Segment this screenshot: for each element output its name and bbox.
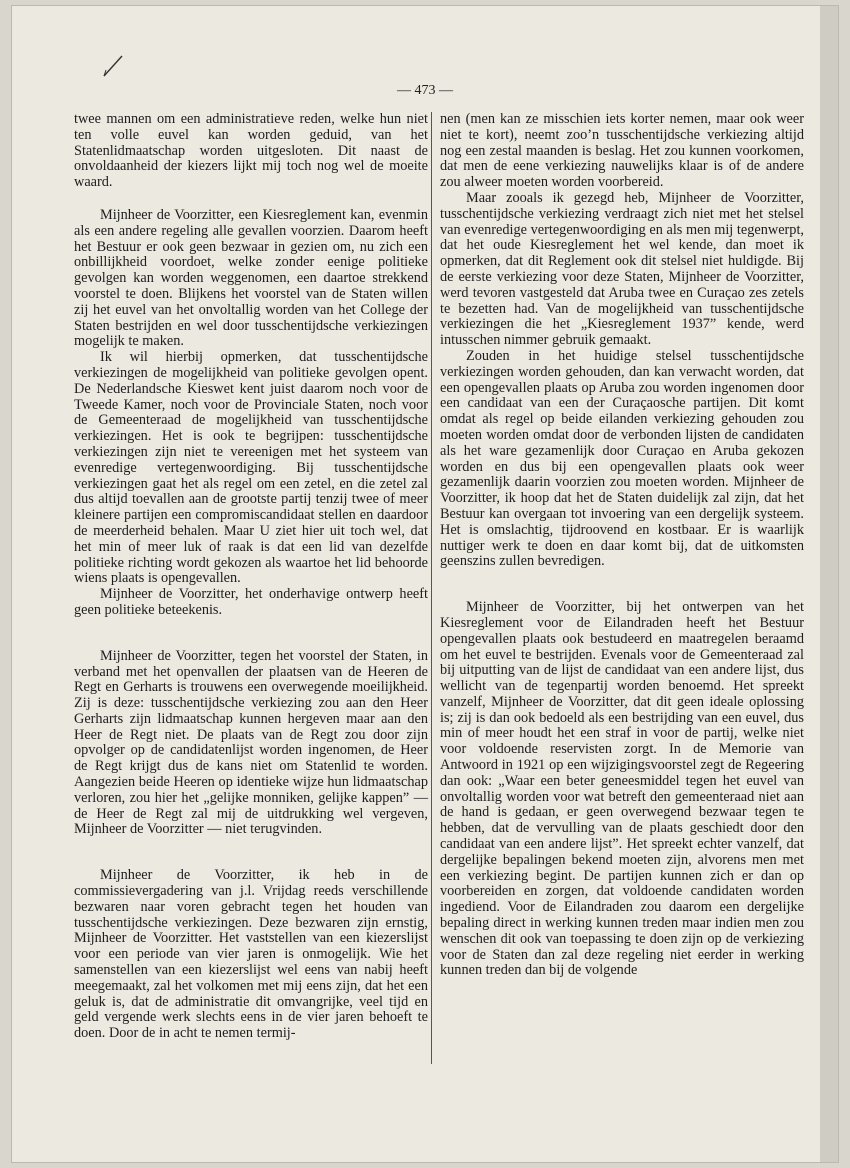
- pencil-mark-icon: [102, 54, 124, 78]
- scanned-page: [12, 6, 838, 1162]
- paragraph: Zouden in het huidige stelsel tusschentijdsche verkiezingen worden gehouden, dan kan verwacht worden, dat een opengevallen plaats op Aruba zou worden ingenomen door een candidaat van een der Curaçaosche partijen. Dit komt omdat als regel op beide eilanden verkiezing gehouden zou moeten worden omdat door de verbonden lijsten de candidaten als het ware gezamenlijk door Curaçao en Aruba gekozen worden en dus bij een opengevallen plaats ook weer gezamenlijk daarin voorzien zou moeten worden. Mijnheer de Voorzitter, ik hoop dat het de Staten duidelijk zal zijn, dat het Bestuur kan overgaan tot invoering van een dergelijk systeem. Het is omslachtig, tijdroovend en kostbaar. Er is waarlijk nuttiger werk te doen en daar komt bij, dat de uitkomsten geenszins zullen bevredigen.: [440, 347, 804, 570]
- right-column: [440, 112, 804, 979]
- paragraph: Mijnheer de Voorzitter, tegen het voorstel der Staten, in verband met het openvallen der plaatsen van de Heeren de Regt en Gerharts is trouwens een overwegende moeilijkheid. Zij is deze: tusschentijdsche verkiezing zou aan den Heer Gerharts zijn lidmaatschap kunnen hergeven maar aan den Heer de Regt niet. De plaats van de Regt zou door zijn opvolger op de candidatenlijst worden ingenomen, de Heer de Regt krijgt dus de kans niet om Statenlid te worden. Aangezien beide Heeren op identieke wijze hun lidmaatschap verloren, zou hier het „gelijke monniken, gelijke kappen” — de Heer de Regt zal mij de uitdrukking wel vergeven, Mijnheer de Voorzitter — niet terugvinden.: [74, 647, 428, 838]
- paragraph: Mijnheer de Voorzitter, een Kiesreglement kan, evenmin als een andere regeling alle gevallen voorzien. Daarom heeft het Bestuur er ook geen bezwaar in gezien om, nu zich een onbillijkheid voordoet, welke zonder eenige politieke gevolgen kan worden weggenomen, een daartoe strekkend voorstel te doen. Blijkens het voorstel van de Staten willen zij het euvel van het onvoltallig worden van het College der Staten bestrijden en wel door tusschentijdsche verkiezingen mogelijk te maken.: [74, 206, 428, 350]
- paragraph: Mijnheer de Voorzitter, het onderhavige ontwerp heeft geen politieke beteekenis.: [74, 586, 428, 618]
- paragraph: nen (men kan ze misschien iets korter nemen, maar ook weer niet te kort), neemt zoo’n tusschentijdsche verkiezing altijd nog een zestal maanden is beslag. Het zou kunnen voorkomen, dat men de eene verkiezing nauwelijks klaar is of de andere zou alweer moeten worden voorbereid.: [440, 111, 804, 191]
- column-divider: [431, 112, 432, 1064]
- paragraph: Mijnheer de Voorzitter, ik heb in de commissievergadering van j.l. Vrijdag reeds verschillende bezwaren naar voren gebracht tegen het houden van tusschentijdsche verkiezingen. Deze bezwaren zijn ernstig, Mijnheer de Voorzitter. Het vaststellen van een kiezerslijst voor een periode van vier jaren is onmogelijk. Wie het samenstellen van een kiezerslijst wel eens van nabij heeft meegemaakt, zal het volkomen met mij eens zijn, dat het een geluk is, dat de administratie dit omvangrijke, veel tijd en geld vergende werk slechts eens in de vier jaren behoeft te doen. Door de in acht te nemen termij-: [74, 867, 428, 1042]
- paragraph: Ik wil hierbij opmerken, dat tusschentijdsche verkiezingen de mogelijkheid van politieke gevolgen opent. De Nederlandsche Kieswet kent juist daarom noch voor de Tweede Kamer, noch voor de Provinciale Staten, noch voor de Gemeenteraad de mogelijkheid van tusschentijdsche verkiezingen. Het is ook te begrijpen: tusschentijdsche verkiezingen zijn niet te vereenigen met het systeem van evenredige vertegenwoordiging. Bij tusschentijdsche verkiezingen gaat het als regel om een zetel, en die zetel zal dus altijd toevallen aan de grootste partij tenzij twee of meer kleinere partijen een compromiscandidaat stellen en daardoor de meerderheid behalen. Maar U ziet hier uit toch wel, dat het min of meer luk of raak is dat een lid van dezelfde politieke richting wordt gekozen als waartoe het lid behoorde wiens plaats is opengevallen.: [74, 349, 428, 587]
- page-binding-edge: [820, 6, 838, 1162]
- paragraph: Maar zooals ik gezegd heb, Mijnheer de Voorzitter, tusschentijdsche verkiezing verdraagt zich niet met het stelsel van evenredige vertegenwoordiging en als men mij tegenwerpt, dat het oude Kiesreglement het wel kende, dan moet ik opmerken, dat dit Reglement ook dit stelsel niet huldigde. Bij de eerste verkiezing voor deze Staten, Mijnheer de Voorzitter, werd tevoren vastgesteld dat Aruba twee en Curaçao zes zetels te bezetten had. Van de mogelijkheid van tusschentijdsche verkiezingen die het „Kiesreglement 1937” kende, werd intusschen nimmer gebruik gemaakt.: [440, 189, 804, 349]
- left-column: [74, 112, 428, 1042]
- page-number: — 473 —: [397, 83, 453, 98]
- paragraph: twee mannen om een administratieve reden, welke hun niet ten volle euvel kan worden geduid, van het Statenlidmaatschap worden uitgesloten. Dit naast de onvoldaanheid der kiezers lijkt mij toch nog wel de moeite waard.: [74, 111, 428, 191]
- paragraph: Mijnheer de Voorzitter, bij het ontwerpen van het Kiesreglement voor de Eilandraden heeft het Bestuur opengevallen plaats ook bestudeerd en maatregelen beraamd om het euvel te bestrijden. Evenals voor de Gemeenteraad zal bij uitputting van de lijst de candidaat van een andere lijst, dus wellicht van de tegenpartij worden benoemd. Het spreekt vanzelf, Mijnheer de Voorzitter, dat dit geen ideale oplossing is; zij is dan ook bedoeld als een bestrijding van een euvel, dus min of meer houdt het een straf in voor de partij, welke niet voor voldoende reservisten zorgt. In de Memorie van Antwoord in 1921 op een wijzigingsvoorstel zegt de Regeering dan ook: „Waar een beter geneesmiddel tegen het euvel van onvoltallig worden voor wat betreft den gemeenteraad niet aan de hand is gedaan, er geen overwegend bezwaar tegen te hebben, dat de vervulling van de plaats geschiedt door den candidaat van een andere lijst”. Het spreekt echter vanzelf, dat dergelijke bepalingen bekend moeten zijn, alvorens men met een verkiezing begint. De partijen kunnen zich er dan op voorbereiden en zorgen, dat voldoende candidaten worden ingediend. Voor de Eilandraden zou daarom een dergelijke bepaling direct in werking kunnen treden maar indien men zou wenschen dit ook van toepassing te doen zijn op de verkiezing voor de Staten dan zal deze regeling niet eerder in werking kunnen treden dan bij de volgende: [440, 599, 804, 979]
